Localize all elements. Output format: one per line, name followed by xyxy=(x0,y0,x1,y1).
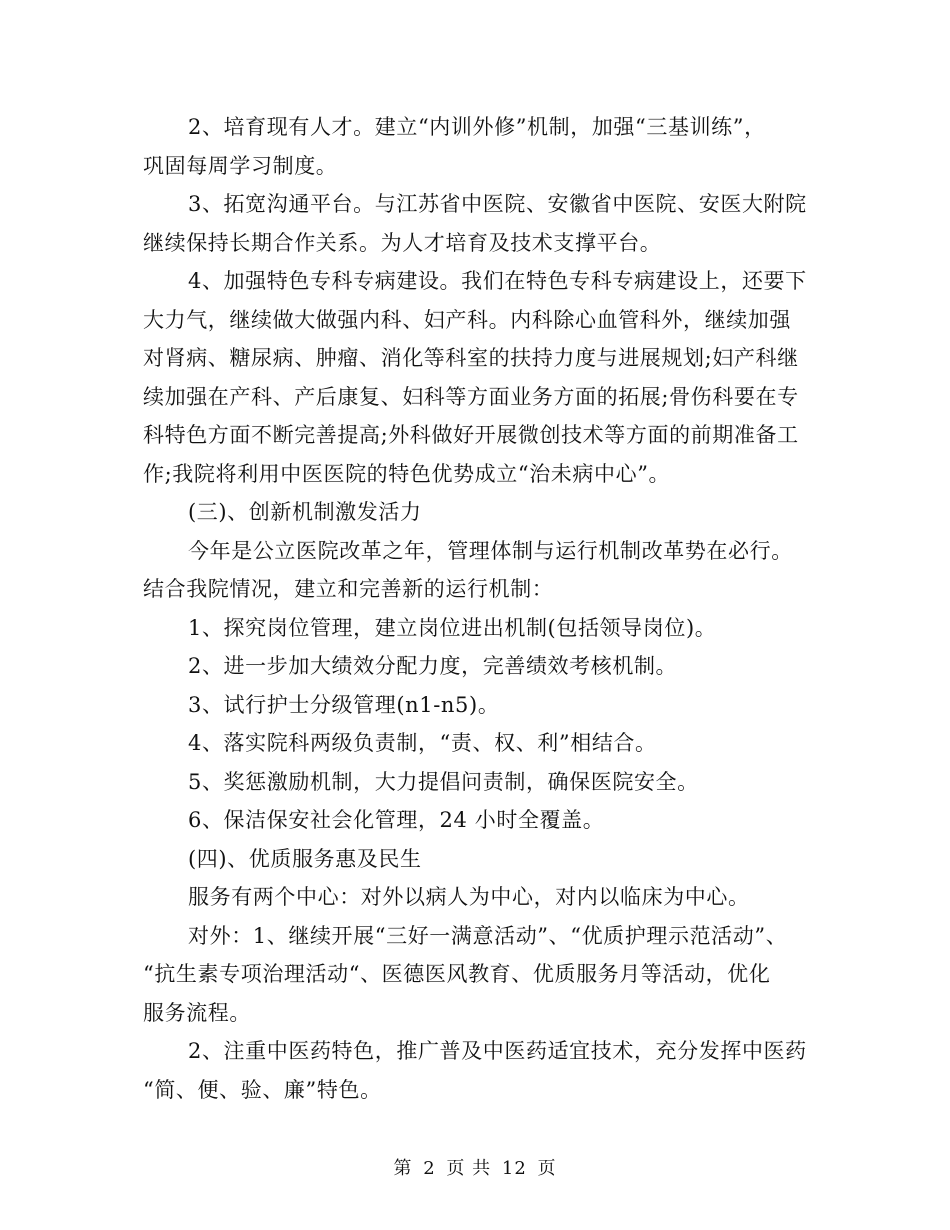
footer-prefix: 第 xyxy=(393,1158,413,1179)
text-line: 4、落实院科两级负责制，“责、权、利”相结合。 xyxy=(188,731,657,755)
paragraph xyxy=(143,262,823,493)
paragraph xyxy=(143,108,823,185)
text-line: 2、注重中医药特色，推广普及中医药适宜技术，充分发挥中医药 xyxy=(188,1039,807,1063)
text-line: 5、奖惩激励机制，大力提倡问责制，确保医院安全。 xyxy=(188,769,699,794)
footer-suffix: 页 xyxy=(537,1158,557,1179)
text-line: 继续保持长期合作关系。为人才培育及技术支撑平台。 xyxy=(143,230,662,255)
text-line: 服务有两个中心：对外以病人为中心，对内以临床为中心。 xyxy=(188,885,750,909)
paragraph xyxy=(143,493,823,532)
paragraph xyxy=(143,1032,823,1109)
paragraph xyxy=(143,724,823,763)
paragraph xyxy=(143,185,823,262)
text-line: 对外：1、继续开展“三好一满意活动”、“优质护理示范活动”、 xyxy=(188,923,788,948)
text-line: 续加强在产科、产后康复、妇科等方面业务方面的拓展;骨伤科要在专 xyxy=(143,384,799,409)
document-body xyxy=(143,108,823,1109)
text-line: 对肾病、糖尿病、肿瘤、消化等科室的扶持力度与进展规划;妇产科继 xyxy=(143,346,799,370)
paragraph xyxy=(143,532,823,609)
paragraph xyxy=(143,763,823,802)
paragraph xyxy=(143,801,823,840)
text-line: 2、培育现有人才。建立“内训外修”机制，加强“三基训练”， xyxy=(188,115,766,139)
text-line: 4、加强特色专科专病建设。我们在特色专科专病建设上，还要下 xyxy=(188,269,807,293)
text-line: 作;我院将利用中医医院的特色优势成立“治未病中心”。 xyxy=(143,461,671,486)
text-line: (四)、优质服务惠及民生 xyxy=(188,846,422,871)
text-line: 6、保洁保安社会化管理，24 小时全覆盖。 xyxy=(188,808,605,832)
text-line: 服务流程。 xyxy=(143,1000,251,1025)
paragraph xyxy=(143,609,823,648)
text-line: 科特色方面不断完善提高;外科做好开展微创技术等方面的前期准备工 xyxy=(143,423,799,447)
text-line: 1、探究岗位管理，建立岗位进出机制(包括领导岗位)。 xyxy=(188,615,717,640)
text-line: “简、便、验、廉”特色。 xyxy=(143,1077,382,1102)
text-line: 3、拓宽沟通平台。与江苏省中医院、安徽省中医院、安医大附院 xyxy=(188,192,807,216)
paragraph xyxy=(143,840,823,879)
text-line: 巩固每周学习制度。 xyxy=(143,153,338,178)
paragraph xyxy=(143,878,823,917)
page-footer xyxy=(0,1154,950,1180)
paragraph xyxy=(143,686,823,725)
text-line: 今年是公立医院改革之年，管理体制与运行机制改革势在必行。 xyxy=(188,538,793,563)
text-line: 3、试行护士分级管理(n1-n5)。 xyxy=(188,692,500,717)
text-line: “抗生素专项治理活动“、医德医风教育、优质服务月等活动，优化 xyxy=(143,962,771,986)
text-line: 结合我院情况，建立和完善新的运行机制： xyxy=(143,577,554,601)
footer-current-page: 2 xyxy=(423,1158,436,1179)
text-line: (三)、创新机制激发活力 xyxy=(188,500,422,524)
text-line: 2、进一步加大绩效分配力度，完善绩效考核机制。 xyxy=(188,654,678,678)
footer-total-pages: 12 xyxy=(501,1158,527,1179)
paragraph xyxy=(143,917,823,1033)
paragraph xyxy=(143,647,823,686)
text-line: 大力气，继续做大做强内科、妇产科。内科除心血管科外，继续加强 xyxy=(143,307,791,332)
footer-middle: 页 共 xyxy=(446,1158,492,1179)
